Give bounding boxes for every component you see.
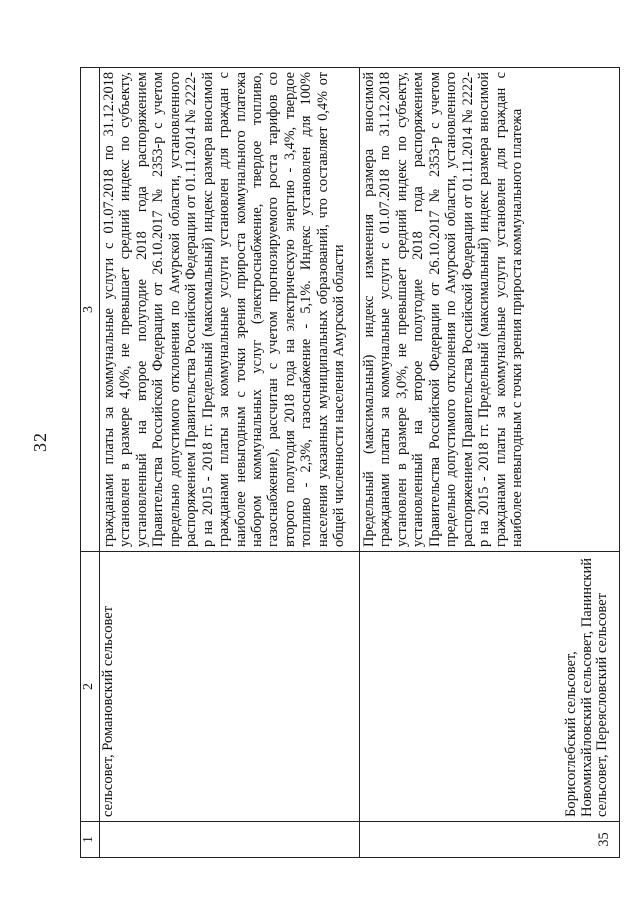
row-number <box>100 822 360 858</box>
column-header-3: 3 <box>81 68 100 552</box>
page-number: 32 <box>30 432 50 452</box>
municipality-names: Борисоглебский сельсовет, Новомихайловский сельсовет, Панинский сельсовет, Переясловский сельсовет <box>360 552 620 822</box>
index-description-text: Предельный (максимальный) индекс изменения размера вносимой гражданами платы за коммунальные услуги с 01.07.2018 по 31.12.2018 установлен в размере 3,0%, не превышает средний индекс по субъекту, установленный на второе полугодие 2018 года распоряжением Правительства Российской Федерации от 26.10.2017 № 2353-р с учетом предельно допустимого отклонения по Амурской области, установленного распоряжением Правительства Российской Федерации от 01.11.2014 № 2222-р на 2015 - 2018 гг. Предельный (максимальный) индекс размера вносимой гражданами платы за коммунальные услуги установлен для граждан с наиболее невыгодным с точки зрения прироста коммунального платежа <box>361 72 525 547</box>
index-description <box>360 68 620 552</box>
rotated-table-page <box>80 68 612 858</box>
table-row <box>360 68 620 858</box>
tariff-index-table <box>80 67 620 858</box>
index-description: гражданами платы за коммунальные услуги с 01.07.2018 по 31.12.2018 установлен в размере 4,0%, не превышает средний индекс по субъекту, установленный на второе полугодие 2018 года распоряжением Правительства Российской Федерации от 26.10.2017 № 2353-р с учетом предельно допустимого отклонения по Амурской области, установленного распоряжением Правительства Российской Федерации от 01.11.2014 № 2222-р на 2015 - 2018 гг. Предельный (максимальный) индекс размера вносимой гражданами платы за коммунальные услуги установлен для граждан с наиболее невыгодным с точки зрения прироста коммунального платежа набором коммунальных услуг (электроснабжение, твердое топливо, газоснабжение), рассчитан с учетом прогнозируемого роста тарифов со второго полугодия 2018 года на электрическую энергию - 3,4%, твердое топливо - 2,3%, газоснабжение - 5,1%. Индекс установлен для 100% населения указанных муниципальных образований, что составляет 0,4% от общей численности населения Амурской области <box>100 68 360 552</box>
row-number: 35 <box>360 822 620 858</box>
table-header-row <box>81 68 100 858</box>
table-row <box>100 68 360 858</box>
municipality-names: сельсовет, Романовский сельсовет <box>100 552 360 822</box>
column-header-1: 1 <box>81 822 100 858</box>
column-header-2: 2 <box>81 552 100 822</box>
